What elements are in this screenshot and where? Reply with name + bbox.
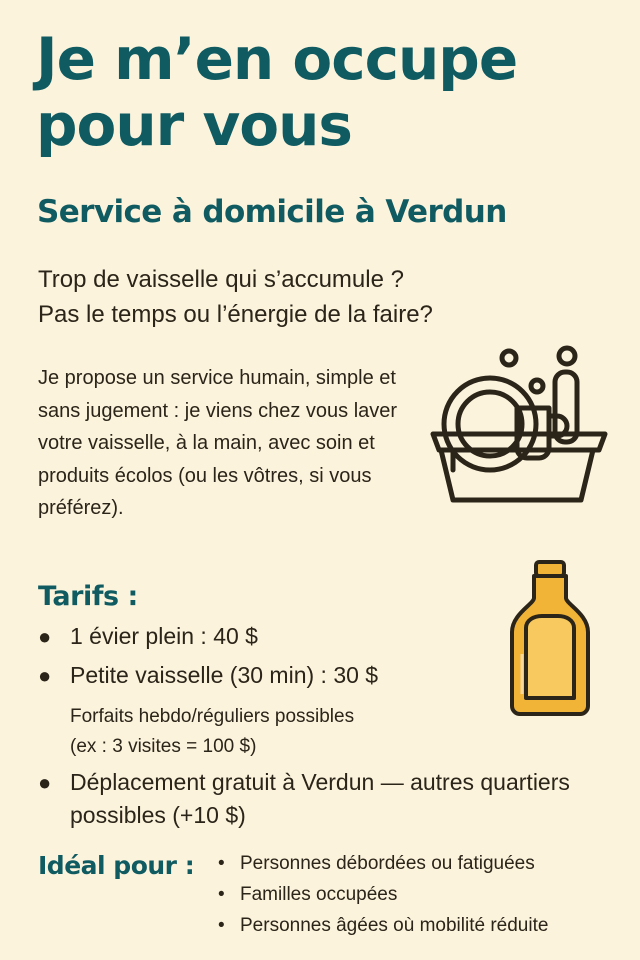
ideal-list <box>218 848 638 941</box>
question-line-1: Trop de vaisselle qui s’accumule ? <box>38 266 404 293</box>
bullet-dot: ● <box>38 663 52 688</box>
list-item-label: Personnes débordées ou fatiguées <box>240 853 535 874</box>
question-line-2: Pas le temps ou l’énergie de la faire? <box>38 301 433 328</box>
page-title: Je m’en occupe pour vous <box>36 25 518 159</box>
tarifs-heading: Tarifs : <box>38 581 138 612</box>
tarif-item-small-dishes <box>38 659 598 692</box>
bullet-dot: ● <box>38 624 52 649</box>
ideal-heading: Idéal pour : <box>38 851 195 880</box>
tarif-note <box>70 702 500 762</box>
question-block <box>38 262 638 332</box>
tarif-item-label: 1 évier plein : 40 $ <box>70 623 258 649</box>
list-item <box>218 848 638 879</box>
page-subtitle: Service à domicile à Verdun <box>37 194 507 230</box>
list-item-label: Personnes âgées où mobilité réduite <box>240 915 549 936</box>
intro-paragraph: Je propose un service humain, simple et sans jugement : je viens chez vous laver votre vaisselle, à la main, avec soin et produits écolos (ou les vôtres, si vous préférez). <box>38 367 398 519</box>
list-item <box>218 879 638 910</box>
tarif-item-travel <box>38 766 598 832</box>
tarif-note-line-1: Forfaits hebdo/réguliers possibles <box>70 706 355 727</box>
bullet-dot: • <box>218 884 225 905</box>
bullet-dot: • <box>218 915 225 936</box>
tarif-note-line-2: (ex : 3 visites = 100 $) <box>70 736 257 757</box>
dish-basin-icon <box>425 342 610 512</box>
tarif-item-sink <box>38 620 598 653</box>
list-item <box>218 910 638 941</box>
list-item-label: Familles occupées <box>240 884 398 905</box>
bullet-dot: ● <box>38 770 52 795</box>
bullet-dot: • <box>218 853 225 874</box>
tarif-item-label: Petite vaisselle (30 min) : 30 $ <box>70 662 379 688</box>
tarif-item-label: Déplacement gratuit à Verdun — autres quartiers possibles (+10 $) <box>70 769 570 828</box>
